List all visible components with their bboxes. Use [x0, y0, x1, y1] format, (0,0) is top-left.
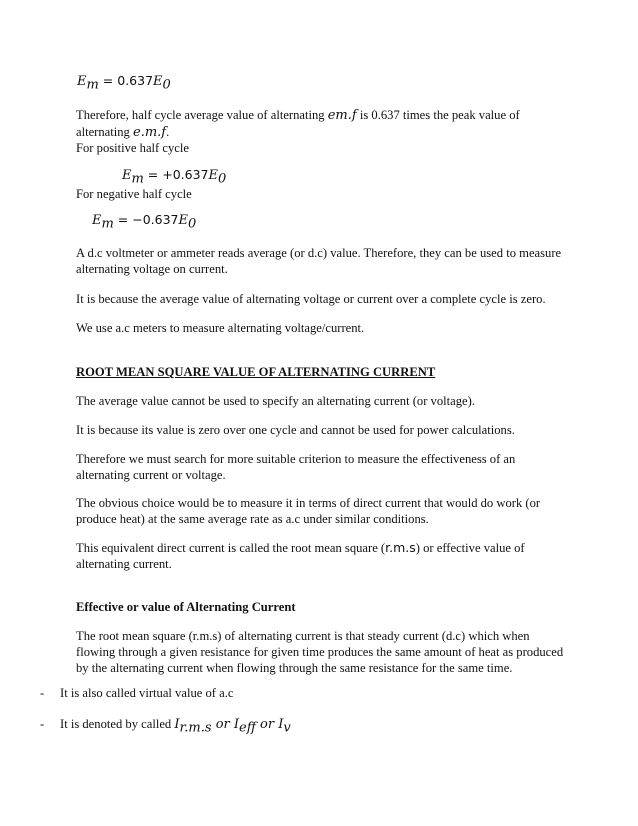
section-heading-rms: ROOT MEAN SQUARE VALUE OF ALTERNATING CURRENT — [76, 365, 436, 379]
paragraph-equivalent-dc: This equivalent direct current is called the root mean square (r.m.s) or effective value of alternating current. — [76, 540, 525, 571]
bullet-text: It is also called virtual value of a.c — [60, 686, 234, 700]
paragraph-rms-definition: The root mean square (r.m.s) of alternating current is that steady current (d.c) which when flowing through a given resistance for given time produces the same amount of heat as produced by the alternating current when flowing through the same resistance for the same time. — [76, 629, 564, 675]
equation-positive-half-cycle: $E_m = +0.637E_0$ — [122, 167, 227, 187]
equation-average-value: $E_m = 0.637E_0$ — [77, 73, 171, 93]
paragraph-average-zero: It is because the average value of alternating voltage or current over a complete cycle is zero. — [76, 292, 546, 306]
paragraph-average-cannot: The average value cannot be used to specify an alternating current (or voltage). — [76, 394, 475, 408]
subheading-effective-value: Effective or value of Alternating Current — [76, 600, 296, 614]
bullet-item-denoted — [40, 717, 291, 736]
label-negative-half-cycle: For negative half cycle — [76, 187, 192, 201]
paragraph-half-cycle-average: Therefore, half cycle average value of alternating em.f is 0.637 times the peak value of alternating e.m.f. — [76, 108, 520, 140]
paragraph-dc-voltmeter: A d.c voltmeter or ammeter reads average (or d.c) value. Therefore, they can be used to measure alternating voltage on current. — [76, 246, 562, 276]
bullet-item-virtual-value — [40, 686, 234, 701]
paragraph-obvious-choice: The obvious choice would be to measure it in terms of direct current that would do work (or produce heat) at the same average rate as a.c under similar conditions. — [76, 496, 541, 526]
equation-negative-half-cycle: $E_m = -0.637E_0$ — [92, 212, 197, 232]
paragraph-ac-meters: We use a.c meters to measure alternating voltage/current. — [76, 321, 365, 335]
label-positive-half-cycle: For positive half cycle — [76, 141, 189, 155]
paragraph-zero-over-cycle: It is because its value is zero over one cycle and cannot be used for power calculations. — [76, 423, 515, 437]
bullet-marker: - — [40, 717, 45, 731]
bullet-marker: - — [40, 686, 45, 700]
bullet-text: It is denoted by called $I_{r.m.s}$ or $I_{eff}$ or $I_v$ — [60, 717, 291, 736]
paragraph-criterion: Therefore we must search for more suitable criterion to measure the effectiveness of an alternating current or voltage. — [76, 452, 516, 482]
